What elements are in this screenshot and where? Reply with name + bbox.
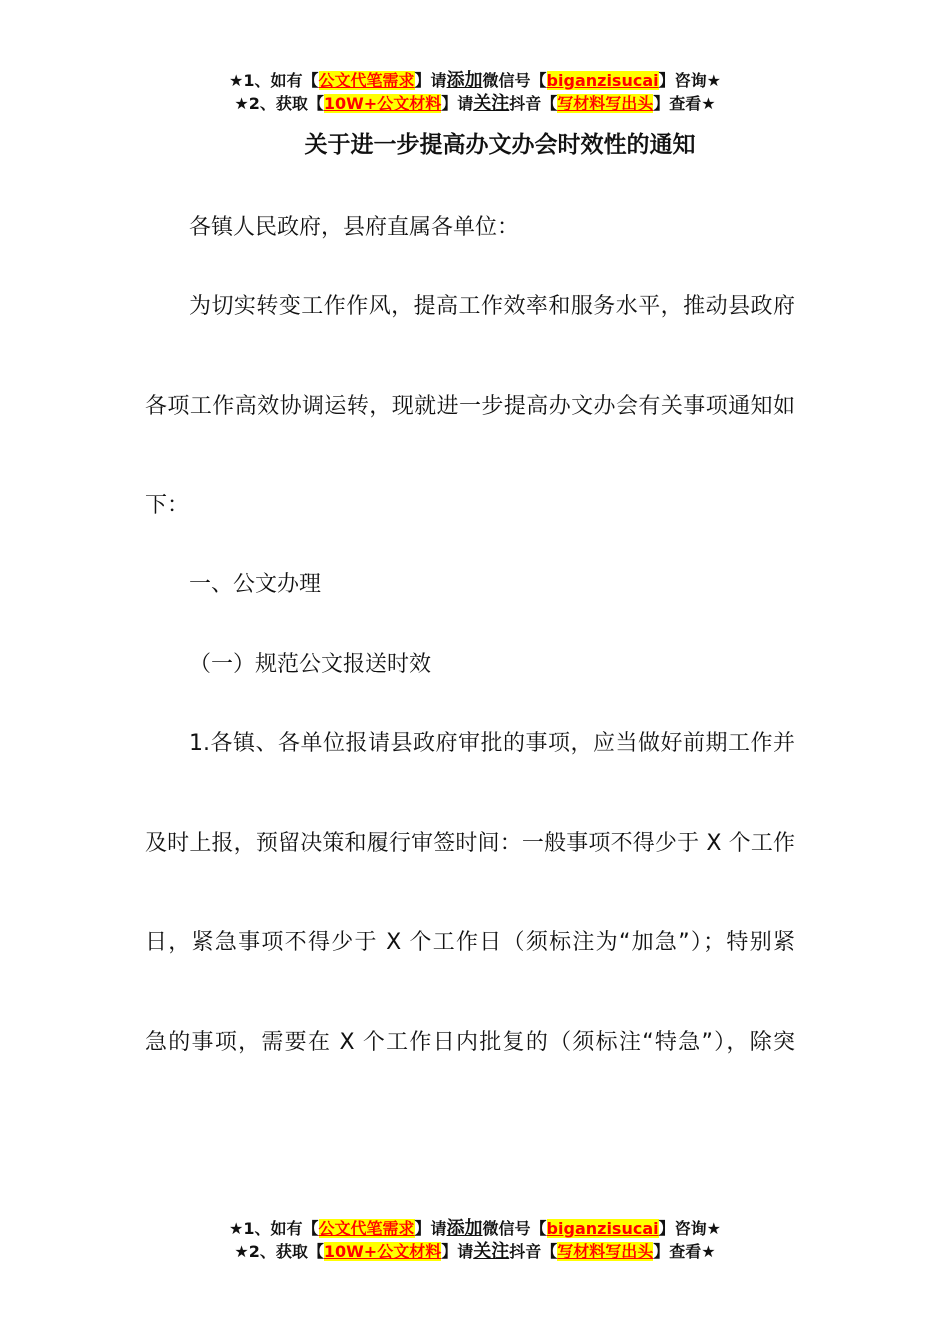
service-highlight: 公文代笔需求	[318, 71, 415, 90]
intro-line-3: 下：	[145, 493, 190, 518]
intro-line-2: 各项工作高效协调运转，现就进一步提高办文办会有关事项通知如	[145, 394, 795, 419]
douyin-id-highlight: 写材料写出头	[557, 94, 654, 113]
item-line-4: 急的事项，需要在 X 个工作日内批复的（须标注“特急”），除突	[145, 1030, 795, 1055]
wechat-id-highlight: biganzisucai	[546, 1219, 659, 1238]
promo-line-1: ★1、如有【公文代笔需求】请添加微信号【biganzisucai】咨询★	[229, 70, 721, 91]
section-heading: 一、公文办理	[189, 572, 322, 597]
document-title: 关于进一步提高办文办会时效性的通知	[304, 132, 696, 158]
service-highlight: 公文代笔需求	[318, 1219, 415, 1238]
promo-banner-top	[0, 69, 950, 115]
materials-highlight: 10W+公文材料	[323, 1242, 442, 1261]
item-line-3: 日，紧急事项不得少于 X 个工作日（须标注为“加急”）；特别紧	[145, 930, 795, 955]
promo-line-2: ★2、获取【10W+公文材料】请关注抖音【写材料写出头】查看★	[234, 93, 716, 114]
item-line-2: 及时上报，预留决策和履行审签时间：一般事项不得少于 X 个工作	[145, 831, 795, 856]
intro-line-1: 为切实转变工作作风，提高工作效率和服务水平，推动县政府	[189, 294, 795, 319]
douyin-id-highlight: 写材料写出头	[557, 1242, 654, 1261]
wechat-id-highlight: biganzisucai	[546, 71, 659, 90]
promo-line-2: ★2、获取【10W+公文材料】请关注抖音【写材料写出头】查看★	[234, 1241, 716, 1262]
promo-line-1: ★1、如有【公文代笔需求】请添加微信号【biganzisucai】咨询★	[229, 1218, 721, 1239]
subsection-heading: （一）规范公文报送时效	[189, 652, 432, 677]
materials-highlight: 10W+公文材料	[323, 94, 442, 113]
promo-banner-bottom	[0, 1217, 950, 1263]
item-line-1: 1.各镇、各单位报请县政府审批的事项，应当做好前期工作并	[189, 731, 795, 756]
salutation: 各镇人民政府，县府直属各单位：	[189, 215, 520, 240]
